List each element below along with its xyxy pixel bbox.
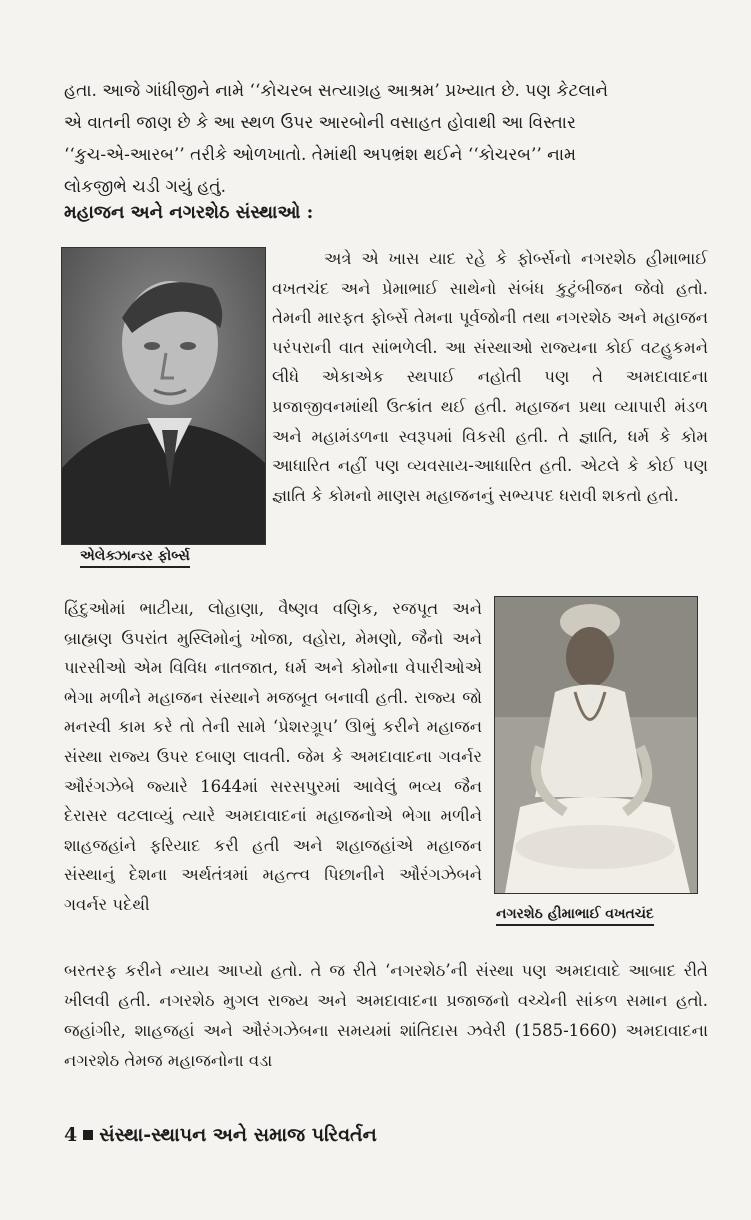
- left-paragraph: [64, 594, 482, 920]
- right-paragraph: [272, 244, 708, 510]
- body-line-1: હતા. આજે ગાંધીજીને નામે ‘‘કોચરબ સત્યાગ્રહ આશ્રમ’ પ્રખ્યાત છે. પણ કેટલાને: [64, 81, 609, 101]
- page-number: 4: [64, 1124, 78, 1146]
- bottom-paragraph: [64, 956, 708, 1076]
- left-paragraph-text: હિંદુઓમાં ભાટીયા, લોહાણા, વૈષ્ણવ વણિક, રજપૂત અને બ્રાહ્મણ ઉપરાંત મુસ્લિમોનું ખોજા, વહોરા, મેમણો, જૈનો અને પારસીઓ એમ વિવિધ નાતજાત, ધર્મ અને કોમોના વેપારીઓએ ભેગા મળીને મહાજન સંસ્થાને મજબૂત બનાવી હતી. રાજ્ય જો મનસ્વી કામ કરે તો તેની સામે ‘પ્રેશરગ્રૂપ’ ઊભું કરીને મહાજન સંસ્થા રાજ્ય ઉપર દબાણ લાવતી. જેમ કે અમદાવાદના ગવર્નર ઔરંગઝેબે જ્યારે 1644માં સરસપુરમાં આવેલું ભવ્ય જૈન દેરાસર વટલાવ્યું ત્યારે અમદાવાદનાં મહાજનોએ ભેગા મળીને શાહજહાંને ફરિયાદ કરી હતી અને શહાજહાંએ મહાજન સંસ્થાનું દેશના અર્થતંત્રમાં મહત્ત્વ પિછાનીને ઔરંગઝેબને ગવર્નર પદેથી: [64, 599, 482, 914]
- book-title: સંસ્થા-સ્થાપન અને સમાજ પરિવર્તન: [99, 1124, 377, 1146]
- section-heading: મહાજન અને નગરશેઠ સંસ્થાઓ :: [64, 202, 314, 223]
- body-line-2: એ વાતની જાણ છે કે આ સ્થળ ઉપર આરબોની વસાહત હોવાથી આ વિસ્તાર: [64, 113, 576, 133]
- bottom-paragraph-text: બરતરફ કરીને ન્યાય આપ્યો હતો. તે જ રીતે ‘નગરશેઠ’ની સંસ્થા પણ અમદાવાદે આબાદ રીતે ખીલવી હતી. નગરશેઠ મુગલ રાજ્ય અને અમદાવાદના પ્રજાજનો વચ્ચેની સાંકળ સમાન હતો. જહાંગીર, શાહજહાં અને ઔરંગઝેબના સમયમાં શાંતિદાસ ઝવેરી (1585-1660) અમદાવાદના નગરશેઠ તેમજ મહાજનોના વડા: [64, 961, 708, 1070]
- forbes-photo: [61, 247, 266, 545]
- square-bullet-icon: [83, 1130, 93, 1140]
- himabhai-photo: [494, 596, 698, 894]
- right-paragraph-text: અત્રે એ ખાસ યાદ રહે કે ફોર્બ્સનો નગરશેઠ હીમાભાઈ વખતચંદ અને પ્રેમાભાઈ સાથેનો સંબંધ કુટુંબીજન જેવો હતો. તેમની મારફત ફોર્બ્સે તેમના પૂર્વજોની તથા નગરશેઠ અને મહાજન પરંપરાની વાત સાંભળેલી. આ સંસ્થાઓ રાજ્યના કોઈ વટહુકમને લીધે એકાએક સ્થપાઈ નહોતી પણ તે અમદાવાદના પ્રજાજીવનમાંથી ઉત્ક્રાંત થઈ હતી. મહાજન પ્રથા વ્યાપારી મંડળ અને મહામંડળના સ્વરૂપમાં વિકસી હતી. તે જ્ઞાતિ, ધર્મ કે કોમ આધારિત નહીં પણ વ્યવસાય-આધારિત હતી. એટલે કે કોઈ પણ જ્ઞાતિ કે કોમનો માણસ મહાજનનું સભ્યપદ ધરાવી શકતો હતો.: [272, 249, 708, 505]
- page-footer: [64, 1124, 377, 1146]
- body-line-3: ‘‘કુચ-એ-આરબ’’ તરીકે ઓળખાતો. તેમાંથી અપભ્રંશ થઈને ‘‘કોચરબ’’ નામ: [64, 145, 576, 165]
- himabhai-caption: નગરશેઠ હીમાભાઈ વખતચંદ: [496, 906, 654, 922]
- forbes-caption: એલેક્ઝાન્ડર ફોર્બ્સ: [80, 548, 190, 564]
- body-line-4: લોકજીભે ચડી ગયું હતું.: [64, 177, 226, 197]
